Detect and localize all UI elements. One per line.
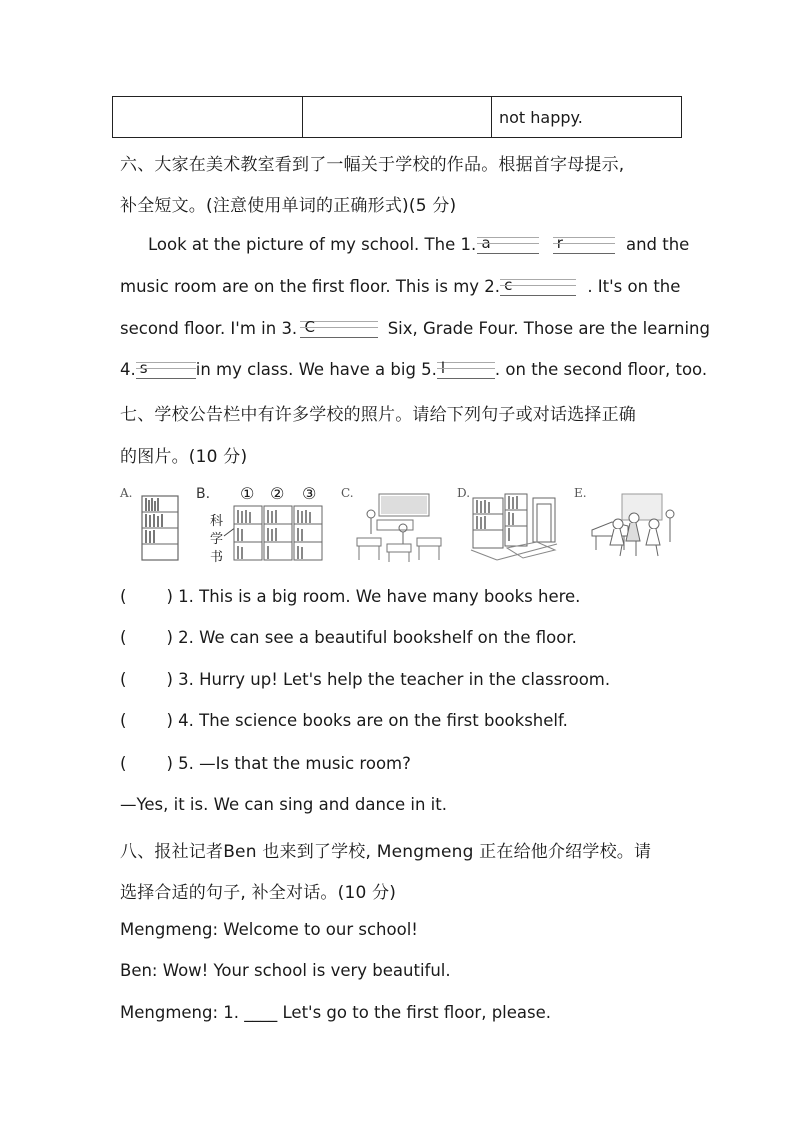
section8-header-line2: 选择合适的句子, 补全对话。(10 分) bbox=[120, 883, 397, 903]
blank-1b[interactable] bbox=[553, 233, 615, 254]
blank-1a[interactable] bbox=[477, 233, 539, 254]
question-text: 1. This is a big room. We have many books here. bbox=[178, 587, 581, 606]
table-row bbox=[113, 97, 682, 138]
classroom-image bbox=[341, 484, 445, 564]
passage-line-3 bbox=[120, 317, 710, 338]
dialogue-line: Mengmeng: Welcome to our school! bbox=[120, 920, 418, 939]
passage-text: Look at the picture of my school. The 1. bbox=[148, 235, 477, 254]
library-room-image bbox=[457, 484, 561, 564]
picture-label: E. bbox=[574, 486, 587, 500]
passage-line-1 bbox=[148, 233, 689, 254]
dialogue-line: Ben: Wow! Your school is very beautiful. bbox=[120, 961, 451, 980]
music-room-image bbox=[574, 484, 684, 564]
passage-text: 4. bbox=[120, 360, 136, 379]
passage-line-2 bbox=[120, 275, 680, 296]
picture-c bbox=[341, 484, 445, 564]
hint-letter: C bbox=[304, 318, 315, 336]
hint-letter: s bbox=[139, 359, 148, 377]
passage-text: Six, Grade Four. Those are the learning bbox=[387, 319, 710, 338]
picture-label: C. bbox=[341, 486, 354, 500]
section6-header-line1: 六、大家在美术教室看到了一幅关于学校的作品。根据首字母提示, bbox=[120, 155, 625, 175]
answer-paren-close: ) bbox=[166, 754, 173, 773]
question-1 bbox=[120, 587, 580, 606]
hint-letter: c bbox=[504, 276, 513, 294]
passage-text: second floor. I'm in 3. bbox=[120, 319, 298, 338]
blank-5[interactable] bbox=[437, 358, 495, 379]
caption-char: 书 bbox=[210, 550, 224, 565]
answer-table bbox=[112, 96, 682, 138]
dialogue-line: Mengmeng: 1. ____ Let's go to the first floor, please. bbox=[120, 1003, 552, 1022]
blank-4[interactable] bbox=[136, 358, 196, 379]
section8-header-line1: 八、报社记者Ben 也来到了学校, Mengmeng 正在给他介绍学校。请 bbox=[120, 842, 652, 862]
picture-a bbox=[120, 484, 182, 564]
question-4 bbox=[120, 711, 568, 730]
hint-letter: a bbox=[481, 234, 491, 252]
answer-paren-open: ( bbox=[120, 754, 127, 773]
question-5 bbox=[120, 754, 411, 773]
answer-paren-close: ) bbox=[166, 628, 173, 647]
blank-3[interactable] bbox=[300, 317, 378, 338]
question-text: 2. We can see a beautiful bookshelf on the floor. bbox=[178, 628, 577, 647]
circled-number-3: ③ bbox=[302, 484, 317, 503]
picture-label: B. bbox=[196, 486, 211, 502]
caption-char: 学 bbox=[210, 532, 224, 547]
answer-paren-close: ) bbox=[166, 587, 173, 606]
question-text: 3. Hurry up! Let's help the teacher in the classroom. bbox=[178, 670, 611, 689]
picture-label: A. bbox=[120, 486, 133, 500]
picture-d bbox=[457, 484, 561, 564]
answer-paren-open: ( bbox=[120, 711, 127, 730]
circled-number-2: ② bbox=[270, 484, 285, 503]
passage-line-4 bbox=[120, 358, 707, 379]
section7-header-line1: 七、学校公告栏中有许多学校的照片。请给下列句子或对话选择正确 bbox=[120, 405, 636, 425]
section6-header-line2: 补全短文。(注意使用单词的正确形式)(5 分) bbox=[120, 196, 457, 216]
passage-text: in my class. We have a big 5. bbox=[195, 360, 437, 379]
bookshelf-image bbox=[120, 484, 182, 564]
question-5-answer: —Yes, it is. We can sing and dance in it. bbox=[120, 795, 447, 814]
table-cell-1 bbox=[113, 97, 303, 138]
question-3 bbox=[120, 670, 610, 689]
question-text: 4. The science books are on the first bookshelf. bbox=[178, 711, 568, 730]
caption-char: 科 bbox=[210, 514, 224, 529]
table-cell-3: not happy. bbox=[492, 97, 682, 138]
hint-letter: r bbox=[556, 234, 563, 252]
answer-paren-open: ( bbox=[120, 670, 127, 689]
answer-paren-close: ) bbox=[166, 670, 173, 689]
circled-number-1: ① bbox=[240, 484, 255, 503]
passage-text: and the bbox=[625, 235, 690, 254]
hint-letter: l bbox=[440, 359, 446, 377]
passage-text: . on the second floor, too. bbox=[494, 360, 708, 379]
question-2 bbox=[120, 628, 577, 647]
answer-paren-open: ( bbox=[120, 587, 127, 606]
three-bookshelves-image bbox=[196, 484, 326, 564]
picture-e bbox=[574, 484, 684, 564]
passage-text: . It's on the bbox=[587, 277, 681, 296]
answer-paren-open: ( bbox=[120, 628, 127, 647]
picture-label: D. bbox=[457, 486, 471, 500]
answer-paren-close: ) bbox=[166, 711, 173, 730]
picture-b bbox=[196, 484, 326, 564]
section7-header-line2: 的图片。(10 分) bbox=[120, 447, 248, 467]
passage-text: music room are on the first floor. This is my 2. bbox=[120, 277, 501, 296]
table-cell-2 bbox=[303, 97, 492, 138]
question-text: 5. —Is that the music room? bbox=[178, 754, 411, 773]
blank-2[interactable] bbox=[500, 275, 576, 296]
